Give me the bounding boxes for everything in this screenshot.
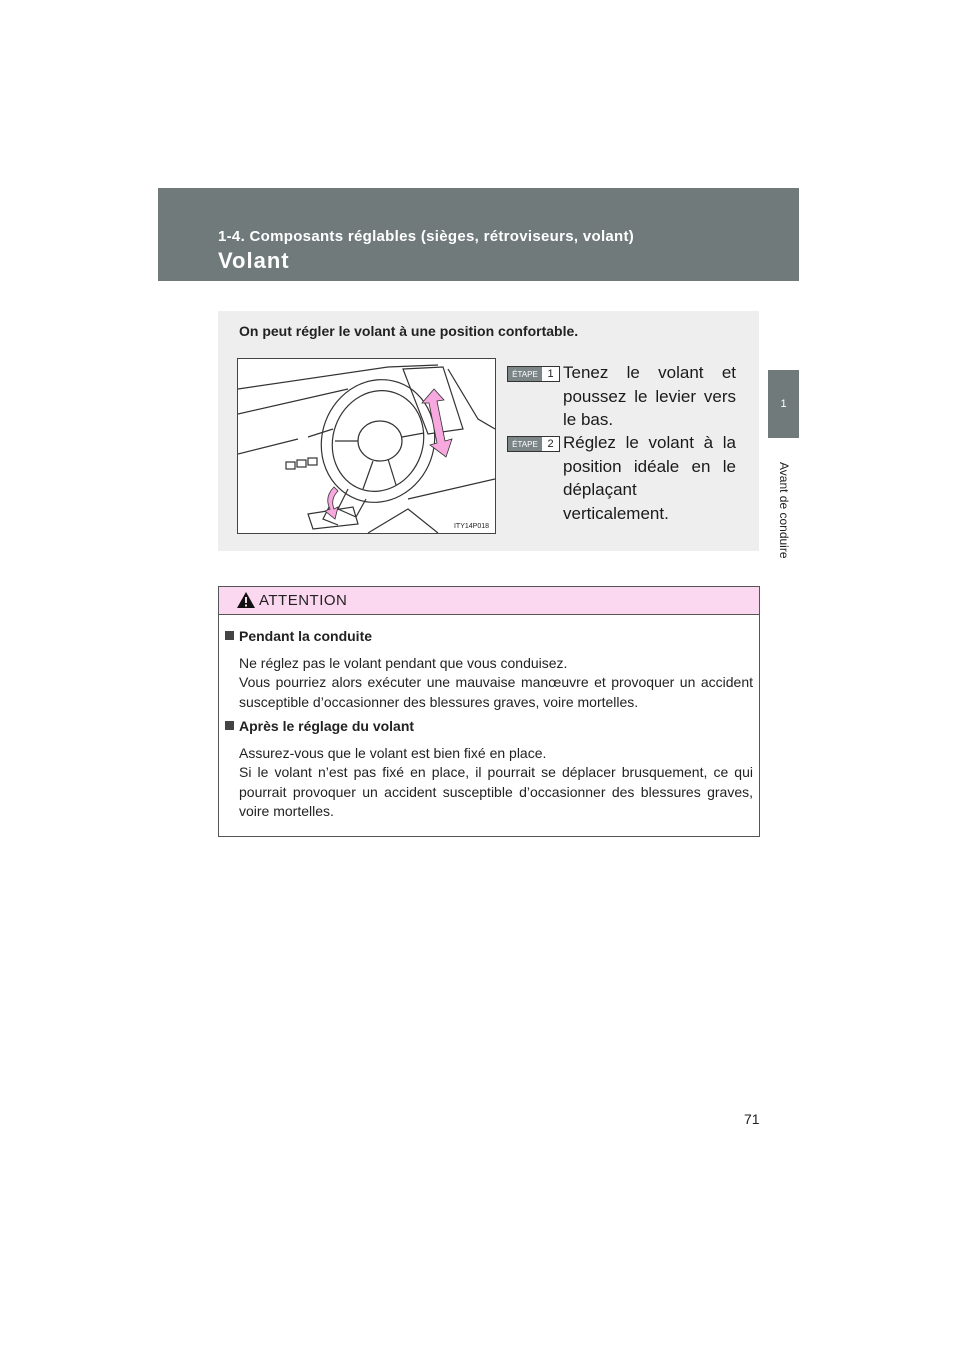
steering-wheel-drawing [238, 359, 495, 533]
attention-header [219, 587, 759, 615]
attention-item-paragraph: Si le volant n’est pas fixé en place, il pourrait se déplacer brusquement, ce qui pourrait provoquer un accident susceptible d’occasionner des blessures graves, voire mortelles. [239, 764, 753, 819]
intro-box [218, 311, 759, 551]
square-bullet-icon [225, 631, 234, 640]
attention-title: ATTENTION [259, 592, 348, 609]
step-text: Tenez le volant et poussez le levier vers le bas. [563, 363, 736, 429]
attention-item-title-text: Après le réglage du volant [239, 718, 415, 734]
intro-text: On peut régler le volant à une position confortable. [239, 323, 579, 339]
attention-box [218, 586, 760, 837]
step-badge-label: ÉTAPE [508, 367, 542, 381]
step-badge-number: 1 [547, 368, 554, 380]
square-bullet-icon [225, 721, 234, 730]
attention-item-line: Ne réglez pas le volant pendant que vous conduisez. [239, 655, 568, 671]
attention-item-title [225, 718, 414, 734]
steering-wheel-illustration [237, 358, 496, 534]
step-text: Réglez le volant à la position idéale en le déplaçant verticalement. [563, 433, 736, 523]
attention-item-title-text: Pendant la conduite [239, 628, 373, 644]
attention-item-title [225, 628, 372, 644]
step-badge [507, 436, 560, 452]
page-title: Volant [218, 248, 290, 273]
page-number: 71 [744, 1111, 760, 1127]
step-badge [507, 366, 560, 382]
chapter-side-label: Avant de conduire [777, 461, 791, 559]
section-label: 1-4. Composants réglables (sièges, rétroviseurs, volant) [218, 228, 635, 245]
warning-triangle-icon [236, 591, 256, 609]
chapter-tab [768, 370, 799, 438]
chapter-header [158, 188, 799, 281]
chapter-number: 1 [780, 398, 787, 410]
attention-item-paragraph: Vous pourriez alors exécuter une mauvaise manœuvre et provoquer un accident susceptible d’occasionner des blessures graves, voire mortelles. [239, 674, 753, 710]
illustration-code: ITY14P018 [453, 523, 489, 530]
attention-item-line: Assurez-vous que le volant est bien fixé en place. [239, 745, 547, 761]
step-badge-number: 2 [547, 438, 554, 450]
step-badge-label: ÉTAPE [508, 437, 542, 451]
